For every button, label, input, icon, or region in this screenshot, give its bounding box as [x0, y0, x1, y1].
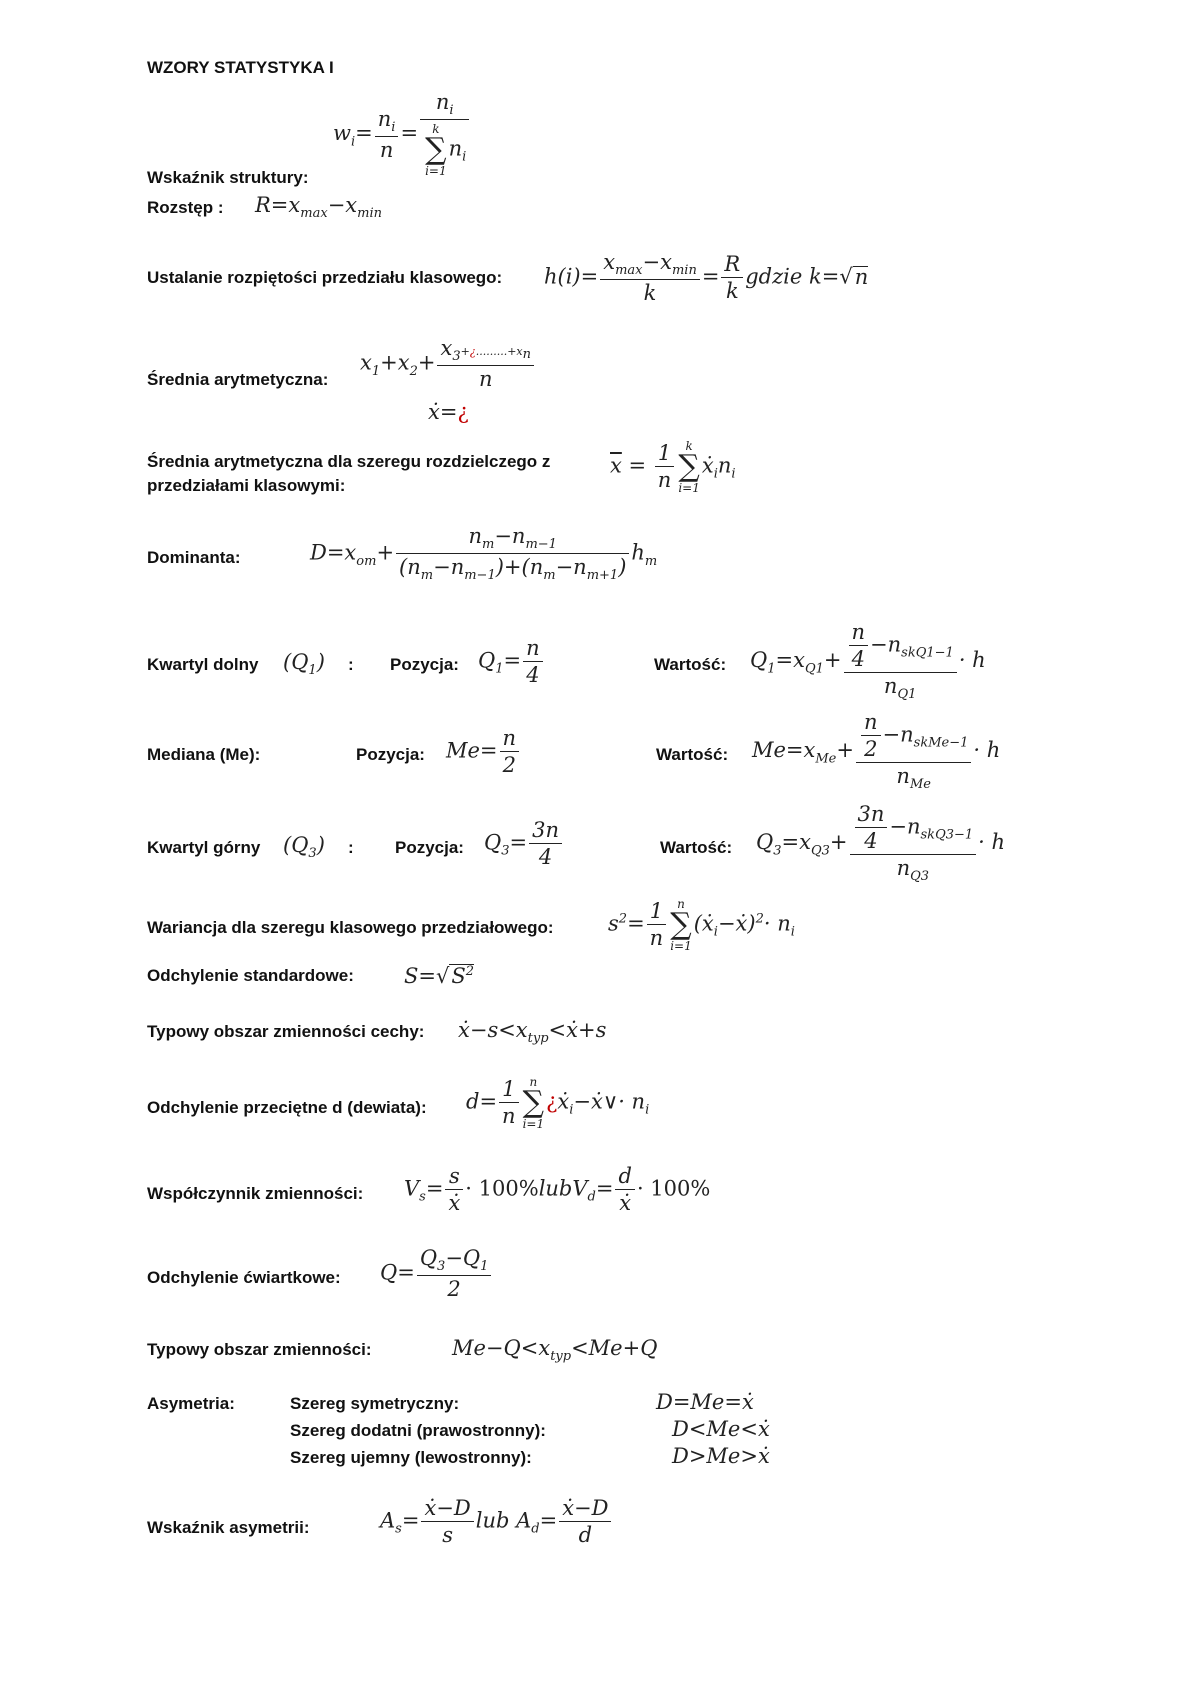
label-pozycja-me: Pozycja: [356, 745, 425, 764]
formula-odchylenie-przec: d= $\frac{1}{n}$ n ∑ i=1 ¿ẋ$_i$−ẋ∨· $n_i$ [466, 1075, 650, 1131]
label-wariancja: Wariancja dla szeregu klasowego przedziałowego: [147, 918, 554, 937]
label-kwartyl-dolny: Kwartyl dolny [147, 655, 259, 674]
formula-szereg-sym: D=Me=ẋ [656, 1390, 754, 1414]
label-wartosc-me: Wartość: [656, 745, 729, 764]
formula-q1-symbol: $(Q_1)$ [283, 650, 325, 679]
formula-q1-pozycja: $Q_1=$ $\frac{n}{4}$ [478, 638, 545, 686]
formula-typowy-cechy: $ẋ-s<x_{typ}<ẋ+s$ [458, 1018, 607, 1047]
label-szereg-sym: Szereg symetryczny: [290, 1394, 460, 1413]
pct-2: · 100% [636, 1176, 711, 1201]
label-wartosc-q1: Wartość: [654, 655, 727, 674]
label-srednia: Średnia arytmetyczna: [147, 370, 329, 389]
label-srednia-szereg-1: Średnia arytmetyczna dla szeregu rozdzielczego z [147, 452, 551, 471]
label-typowy: Typowy obszar zmienności: [147, 1340, 372, 1359]
lub-1: lub [538, 1176, 573, 1201]
label-kwartyl-gorny: Kwartyl górny [147, 838, 261, 857]
formula-dominanta: $D=x_{om}+$ $\frac{n_m-n_{m-1}}{(n_m-n_{m-1})+(n_m-n_{m+1})}$ $h_m$ [310, 524, 658, 584]
formula-odchylenie-cw: Q= $\frac{Q_3-Q_1}{2}$ [380, 1248, 493, 1300]
formula-odchylenie-std: $S=√S^2$ [404, 964, 475, 988]
formula-wariancja: $s^2=$ $\frac{1}{n}$ n ∑ i=1 (ẋ$_i$−ẋ)$^2$· $n_i$ [608, 897, 795, 953]
label-asymetria: Asymetria: [147, 1394, 235, 1413]
label-pozycja-q3: Pozycja: [395, 838, 464, 857]
lub-2: lub [475, 1508, 510, 1533]
formula-q1-wartosc: $Q_1=x_{Q1}+$ $\frac{n}{4}$ $-n_{skQ1-1}$ $n_{Q1}$ · h [750, 620, 986, 703]
formula-wskaznik-struktury: $w_i=$ $\frac{n_i}{n}$ = $n_i$ k ∑ i=1 $n_i$ [333, 92, 471, 177]
colon-q1: : [348, 655, 354, 674]
page-title: WZORY STATYSTYKA I [147, 58, 334, 77]
label-wskaznik-asym: Wskaźnik asymetrii: [147, 1518, 310, 1537]
label-odchylenie-std: Odchylenie standardowe: [147, 966, 354, 985]
label-wskaznik-struktury: Wskaźnik struktury: [147, 168, 309, 187]
label-dominanta: Dominanta: [147, 548, 241, 567]
label-szereg-uj: Szereg ujemny (lewostronny): [290, 1448, 532, 1467]
formula-rozstep: $R=x_{max}-x_{min}$ [255, 193, 382, 222]
label-szereg-dod: Szereg dodatni (prawostronny): [290, 1421, 546, 1440]
formula-srednia-szereg: $\overline{x}$ = $\frac{1}{n}$ k ∑ i=1 $ẋ_in_i$ [610, 439, 736, 495]
formula-szereg-dod: D<Me<ẋ [672, 1417, 770, 1441]
label-pozycja-q1: Pozycja: [390, 655, 459, 674]
label-srednia-szereg-2: przedziałami klasowymi: [147, 476, 346, 495]
label-wspolczynnik: Współczynnik zmienności: [147, 1184, 364, 1203]
formula-rozpietosc: h(i)= $\frac{x_{max}-x_{min}}{k}$ = $\frac{R}{k}$ gdzie k=√n [544, 250, 869, 306]
formula-q3-symbol: $(Q_3)$ [283, 833, 325, 862]
label-typowy-cechy: Typowy obszar zmienności cechy: [147, 1022, 425, 1041]
formula-srednia-x: ẋ=¿ [428, 400, 469, 424]
gdzie-text: gdzie [745, 264, 803, 289]
label-rozstep: Rozstęp : [147, 198, 224, 217]
formula-me-wartosc: $Me=x_{Me}+$ $\frac{n}{2}$ $-n_{skMe-1}$ $n_{Me}$ · h [752, 710, 1001, 793]
formula-me-pozycja: Me= $\frac{n}{2}$ [446, 728, 521, 776]
label-mediana: Mediana (Me): [147, 745, 261, 764]
label-odchylenie-przec: Odchylenie przeciętne d (dewiata): [147, 1098, 427, 1117]
formula-wspolczynnik: $V_s=$ $\frac{s}{\text{ẋ}}$ · 100%lubV$_d$= $\frac{d}{\text{ẋ}}$ · 100% [404, 1164, 711, 1215]
label-rozpietosc: Ustalanie rozpiętości przedziału klasowego: [147, 268, 503, 287]
red-glyph: ¿ [469, 345, 476, 358]
formula-wskaznik-asym: $A_s=$ $\frac{\text{ẋ−D}}{s}$ lub $A_d=$ $\frac{\text{ẋ−D}}{d}$ [380, 1498, 613, 1546]
formula-typowy: $Me-Q<x_{typ}<Me+Q$ [452, 1336, 658, 1365]
formula-srednia: $x_1+x_2+$ $\frac{x_3+¿.........+x_n}{n}$ [360, 338, 536, 390]
pct-1: · 100% [465, 1176, 539, 1201]
formula-szereg-uj: D>Me>ẋ [672, 1444, 770, 1468]
formula-q3-wartosc: $Q_3=x_{Q3}+$ $\frac{3n}{4}$ $-n_{skQ3-1}$ $n_{Q3}$ · h [756, 802, 1006, 885]
formula-q3-pozycja: $Q_3=$ $\frac{3n}{4}$ [484, 820, 564, 868]
label-odchylenie-cw: Odchylenie ćwiartkowe: [147, 1268, 341, 1287]
colon-q3: : [348, 838, 354, 857]
label-wartosc-q3: Wartość: [660, 838, 733, 857]
